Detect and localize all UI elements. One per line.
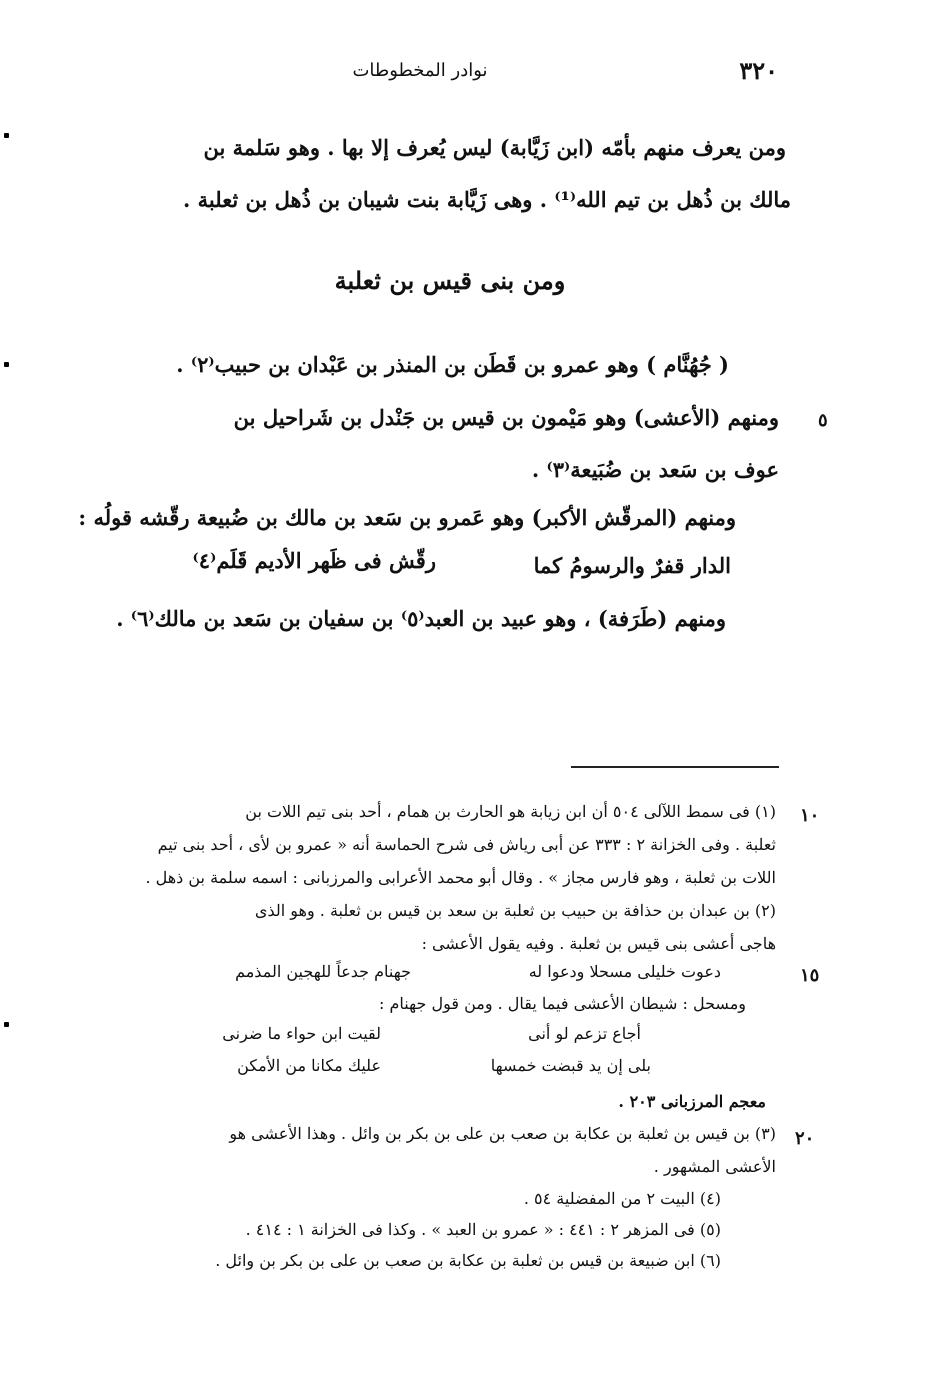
section-line: ومنهم (الأعشى) وهو مَيْمون بن قيس بن جَنْدل بن شَراحيل بن	[233, 405, 779, 430]
section-line: عوف بن سَعد بن ضُبَيعة⁽٣⁾ .	[531, 457, 779, 482]
footnote-line: ومسحل : شيطان الأعشى فيما يقال . ومن قول جهنام :	[379, 994, 746, 1013]
line-number: ٥	[818, 410, 828, 431]
footnote-verse-first: بلى إن يد قبضت خمسها	[490, 1056, 651, 1075]
footnote-source: معجم المرزبانى ٢٠٣ .	[618, 1092, 766, 1111]
margin-mark	[4, 1022, 9, 1027]
section-line: ومنهم (المرقّش الأكبر) وهو عَمرو بن سَعد بن مالك بن ضُبيعة رقّشه قولُه :	[78, 505, 736, 530]
footnote-line: ثعلبة . وفى الخزانة ٢ : ٣٣٣ عن أبى رياش فى شرح الحماسة أنه « عمرو بن لأى ، أحد بنى تيم	[157, 835, 776, 854]
running-title: نوادر المخطوطات	[352, 60, 488, 81]
footnote-verse-first: دعوت خليلى مسحلا ودعوا له	[528, 962, 721, 981]
margin-mark	[4, 133, 9, 138]
footnote-verse-second: لقيت ابن حواء ما ضرنى	[222, 1024, 381, 1043]
line-number: ٢٠	[795, 1128, 815, 1149]
footnote-verse-second: جهنام جدعاً للهجين المذمم	[235, 962, 411, 981]
footnote-verse-first: أجاع تزعم لو أنى	[528, 1024, 641, 1043]
section-line: ( جُهُنَّام ) وهو عمرو بن قَطَن بن المنذر بن عَبْدان بن حبيب⁽٢⁾ .	[176, 352, 729, 377]
intro-line: مالك بن ذُهل بن تيم الله⁽¹⁾ . وهى زَيَّابة بنت شيبان بن ذُهل بن ثعلبة .	[183, 187, 791, 212]
footnote-line: (٤) البيت ٢ من المفضلية ٥٤ .	[523, 1189, 721, 1208]
verse-first-hemistich: الدار قفرٌ والرسومُ كما	[533, 553, 731, 578]
margin-mark	[4, 362, 9, 367]
verse-second-hemistich: رقّش فى ظَهر الأديم قَلَم⁽٤⁾	[192, 548, 436, 573]
footnote-line: (٣) بن قيس بن ثعلبة بن عكابة بن صعب بن على بن بكر بن وائل . وهذا الأعشى هو	[229, 1124, 776, 1143]
footnote-verse-second: عليك مكانا من الأمكن	[237, 1056, 381, 1075]
footnote-line: هاجى أعشى بنى قيس بن ثعلبة . وفيه يقول الأعشى :	[421, 934, 776, 953]
footnote-line: (٥) فى المزهر ٢ : ٤٤١ : « عمرو بن العبد » . وكذا فى الخزانة ١ : ٤١٤ .	[245, 1220, 721, 1239]
page-number: ٣٢٠	[739, 56, 778, 85]
footnote-separator	[571, 766, 779, 768]
footnote-line: اللات بن ثعلبة ، وهو فارس مجاز » . وقال أبو محمد الأعرابى والمرزبانى : اسمه سلمة بن ذهل .	[145, 868, 776, 887]
footnote-line: (٢) بن عبدان بن حذافة بن حبيب بن ثعلبة بن سعد بن قيس بن ثعلبة . وهو الذى	[254, 901, 776, 920]
section-heading: ومن بنى قيس بن ثعلبة	[334, 266, 566, 295]
line-number: ١٠	[800, 805, 820, 826]
footnote-line: (٦) ابن ضبيعة بن قيس بن ثعلبة بن عكابة بن صعب بن على بن بكر بن وائل .	[215, 1251, 721, 1270]
line-number: ١٥	[800, 965, 820, 986]
footnote-line: الأعشى المشهور .	[653, 1157, 776, 1176]
footnote-line: (١) فى سمط اللآلى ٥٠٤ أن ابن زيابة هو الحارث بن همام ، أحد بنى تيم اللات بن	[245, 802, 776, 821]
section-line: ومنهم (طَرَفة) ، وهو عبيد بن العبد⁽٥⁾ بن سفيان بن سَعد بن مالك⁽٦⁾ .	[116, 606, 726, 631]
intro-line: ومن يعرف منهم بأمّه (ابن زَيَّابة) ليس يُعرف إلا بها . وهو سَلمة بن	[203, 135, 786, 160]
